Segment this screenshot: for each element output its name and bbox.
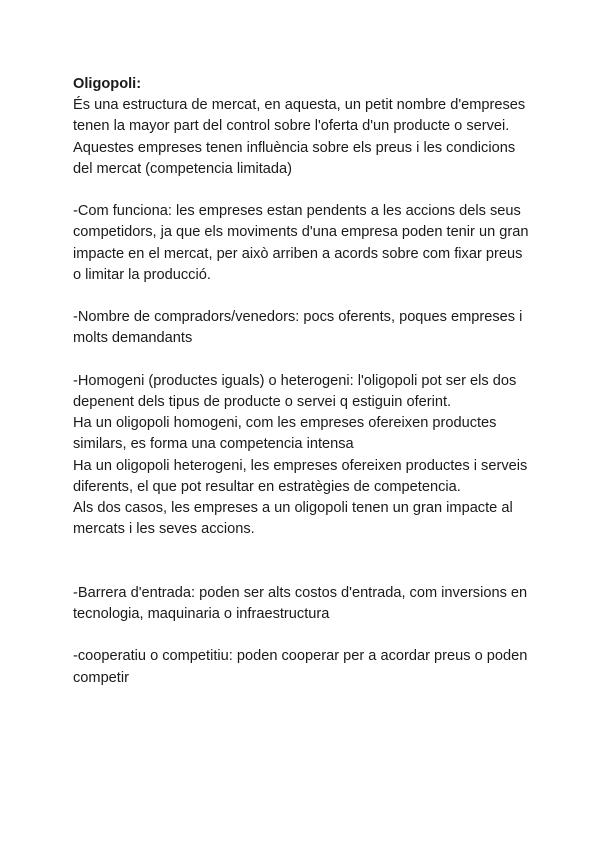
spacer [73, 286, 533, 307]
document-title: Oligopoli: [73, 76, 142, 92]
paragraph-entry-barrier: -Barrera d'entrada: poden ser alts costos d'entrada, com inversions en tecnologia, maquinaria o infraestructura [73, 584, 532, 623]
spacer [73, 350, 533, 371]
paragraph-cooperative-competitive: -cooperatiu o competitiu: poden cooperar per a acordar preus o poden competir [73, 648, 532, 686]
paragraph-heterogeneous: Ha un oligopoli heterogeni, les empreses ofereixen productes i serveis diferents, el que pot resultar en estratègies de competencia. [73, 457, 532, 495]
paragraph-definition: És una estructura de mercat, en aquesta, un petit nombre d'empreses tenen la mayor part del control sobre l'oferta d'un producte o servei. Aquestes empreses tenen influència sobre els preus i les condicions del mercat (competencia limitada) [73, 97, 530, 177]
paragraph-buyers-sellers: -Nombre de compradors/venedors: pocs oferents, poques empreses i molts demandants [73, 309, 527, 347]
paragraph-both-cases: Als dos casos, les empreses a un oligopoli tenen un gran impacte al mercats i les seves accions. [73, 500, 517, 538]
paragraph-homogeneous-heterogeneous: -Homogeni (productes iguals) o heterogeni: l'oligopoli pot ser els dos depenent dels tipus de producte o servei q estiguin oferint. [73, 372, 521, 410]
spacer [73, 625, 533, 646]
paragraph-homogeneous: Ha un oligopoli homogeni, com les empreses ofereixen productes similars, es forma una competencia intensa [73, 415, 501, 453]
spacer [73, 540, 533, 582]
spacer [73, 180, 533, 201]
document-body [73, 74, 533, 689]
paragraph-how-it-works: -Com funciona: les empreses estan pendents a les accions dels seus competidors, ja que els moviments d'una empresa poden tenir un gran impacte en el mercat, per això arriben a acords sobre com fixar preus o limitar la producció. [73, 203, 533, 283]
